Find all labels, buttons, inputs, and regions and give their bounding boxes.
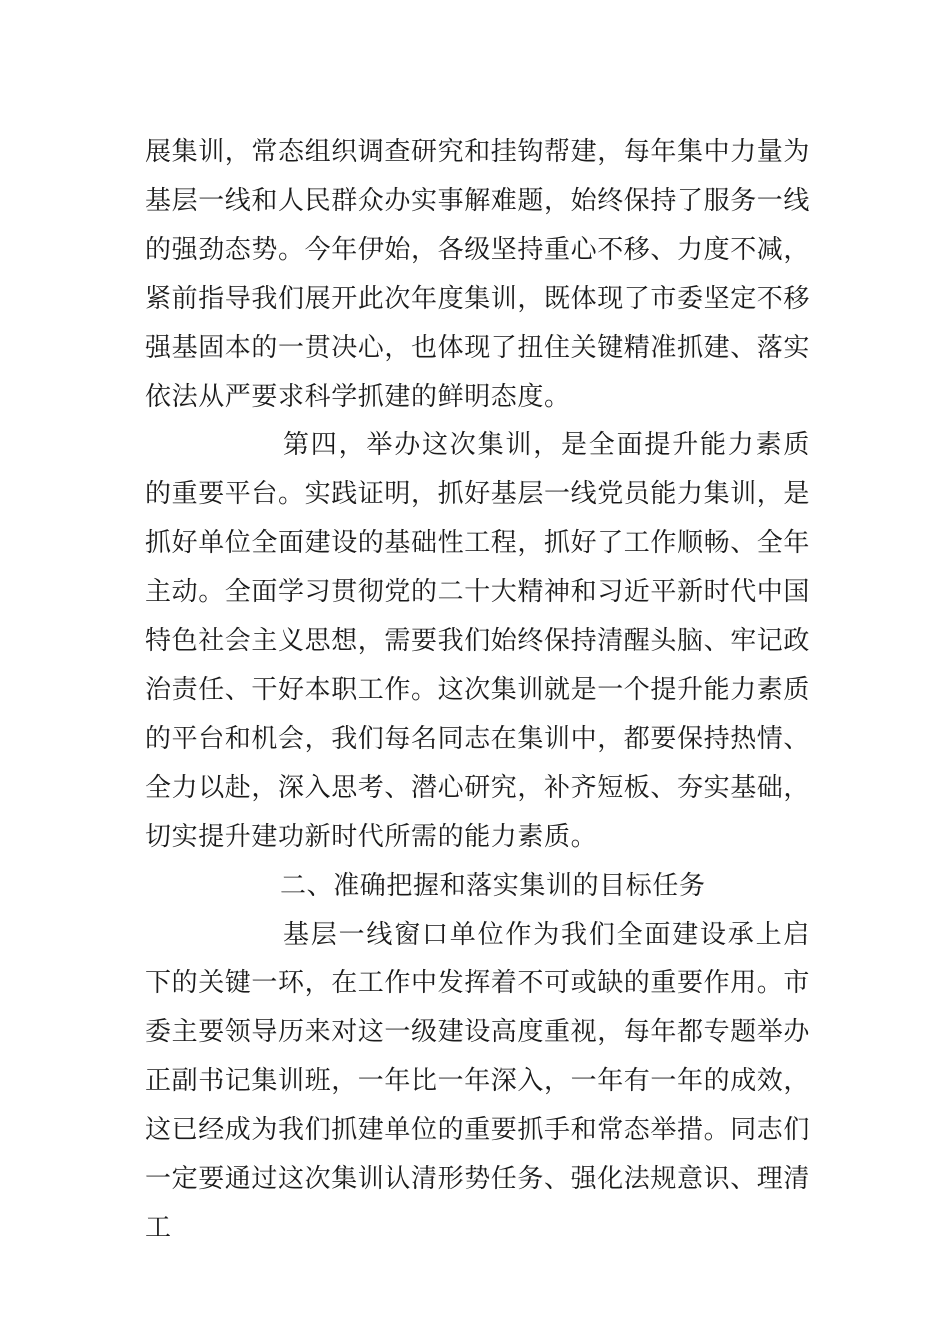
- paragraph-point-four: 第四，举办这次集训，是全面提升能力素质的重要平台。实践证明，抓好基层一线党员能力集训，是抓好单位全面建设的基础性工程，抓好了工作顺畅、全年主动。全面学习贯彻党的二十大精神和习近平新时代中国特色社会主义思想，需要我们始终保持清醒头脑、牢记政治责任、干好本职工作。这次集训就是一个提升能力素质的平台和机会，我们每名同志在集训中，都要保持热情、全力以赴，深入思考、潜心研究，补齐短板、夯实基础，切实提升建功新时代所需的能力素质。: [145, 430, 811, 852]
- paragraph-section-two-intro: 基层一线窗口单位作为我们全面建设承上启下的关键一环，在工作中发挥着不可或缺的重要作用。市委主要领导历来对这一级建设高度重视，每年都专题举办正副书记集训班，一年比一年深入，一年有一年的成效，这已经成为我们抓建单位的重要抓手和常态举措。同志们一定要通过这次集训认清形势任务、强化法规意识、理清工: [145, 919, 811, 1243]
- document-body: [145, 128, 810, 1253]
- section-heading-two: 二、准确把握和落实集训的目标任务: [280, 870, 706, 901]
- paragraph-continuation: 展集训，常态组织调查研究和挂钩帮建，每年集中力量为基层一线和人民群众办实事解难题，始终保持了服务一线的强劲态势。今年伊始，各级坚持重心不移、力度不减，紧前指导我们展开此次年度集训，既体现了市委坚定不移强基固本的一贯决心，也体现了扭住关键精准抓建、落实依法从严要求科学抓建的鲜明态度。: [145, 137, 811, 412]
